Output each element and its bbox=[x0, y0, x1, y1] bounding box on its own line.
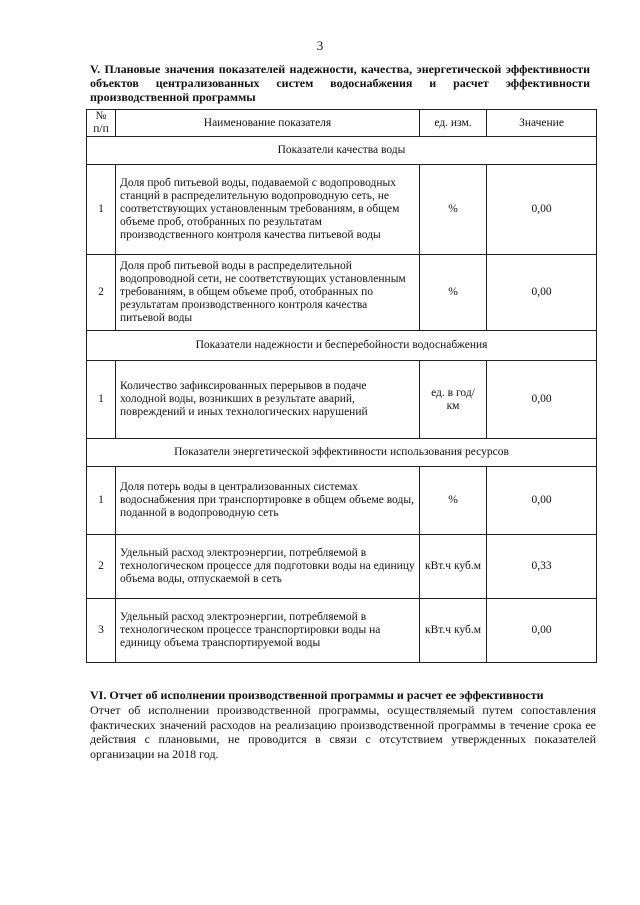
table-row bbox=[87, 255, 597, 331]
section-6-title: VI. Отчет об исполнении производственной программы и расчет ее эффективности bbox=[90, 688, 544, 702]
row-name: Удельный расход электроэнергии, потребляемой в технологическом процессе транспортировки воды на единицу объема транспортируемой воды bbox=[116, 599, 420, 663]
row-name: Количество зафиксированных перерывов в подаче холодной воды, возникших в результате аварий, повреждений и иных технологических нарушений bbox=[116, 361, 420, 439]
table-row bbox=[87, 467, 597, 535]
header-value: Значение bbox=[487, 110, 597, 137]
table-row bbox=[87, 535, 597, 599]
row-unit: % bbox=[420, 255, 487, 331]
group-title: Показатели качества воды bbox=[87, 137, 597, 165]
group-row-energy bbox=[87, 439, 597, 467]
row-unit: кВт.ч куб.м bbox=[420, 599, 487, 663]
row-num: 3 bbox=[87, 599, 116, 663]
row-num: 1 bbox=[87, 361, 116, 439]
row-name: Удельный расход электроэнергии, потребляемой в технологическом процессе для подготовки воды на единицу объема воды, отпускаемой в сеть bbox=[116, 535, 420, 599]
row-num: 1 bbox=[87, 467, 116, 535]
row-value: 0,00 bbox=[487, 255, 597, 331]
page-number: 3 bbox=[316, 38, 324, 53]
table-row bbox=[87, 361, 597, 439]
group-row-reliability bbox=[87, 331, 597, 361]
row-num: 2 bbox=[87, 255, 116, 331]
table-header-row bbox=[87, 110, 597, 137]
table-row bbox=[87, 599, 597, 663]
row-unit: ед. в год/ км bbox=[420, 361, 487, 439]
row-value: 0,00 bbox=[487, 599, 597, 663]
row-value: 0,00 bbox=[487, 165, 597, 255]
row-name: Доля потерь воды в централизованных системах водоснабжения при транспортировке в общем объеме воды, поданной в водопроводную сеть bbox=[116, 467, 420, 535]
group-row-water-quality bbox=[87, 137, 597, 165]
header-name: Наименование показателя bbox=[116, 110, 420, 137]
row-name: Доля проб питьевой воды, подаваемой с водопроводных станций в распределительную водопроводную сеть, не соответствующих установленным требованиям, в общем объеме проб, отобранных по результатам производственного контроля качества питьевой воды bbox=[116, 165, 420, 255]
group-title: Показатели надежности и бесперебойности водоснабжения bbox=[87, 331, 597, 361]
group-title: Показатели энергетической эффективности использования ресурсов bbox=[87, 439, 597, 467]
row-value: 0,00 bbox=[487, 361, 597, 439]
row-value: 0,00 bbox=[487, 467, 597, 535]
section-5-title: V. Плановые значения показателей надежности, качества, энергетической эффективности объектов централизованных систем водоснабжения и расчет эффективности производственной программы bbox=[90, 62, 590, 104]
row-unit: кВт.ч куб.м bbox=[420, 535, 487, 599]
row-num: 1 bbox=[87, 165, 116, 255]
row-num: 2 bbox=[87, 535, 116, 599]
section-6-body: Отчет об исполнении производственной программы, осуществляемый путем сопоставления фактических значений расходов на реализацию производственной программы в течение срока ее действия с плановыми, не проводится в связи с отсутствием утвержденных показателей организации на 2018 год. bbox=[90, 703, 596, 761]
indicators-table bbox=[86, 109, 597, 663]
header-unit: ед. изм. bbox=[420, 110, 487, 137]
row-unit: % bbox=[420, 467, 487, 535]
row-unit: % bbox=[420, 165, 487, 255]
header-num: № п/п bbox=[87, 110, 116, 137]
table-row bbox=[87, 165, 597, 255]
row-name: Доля проб питьевой воды в распределительной водопроводной сети, не соответствующих установленным требованиям, в общем объеме проб, отобранных по результатам производственного контроля качества питьевой воды bbox=[116, 255, 420, 331]
row-value: 0,33 bbox=[487, 535, 597, 599]
